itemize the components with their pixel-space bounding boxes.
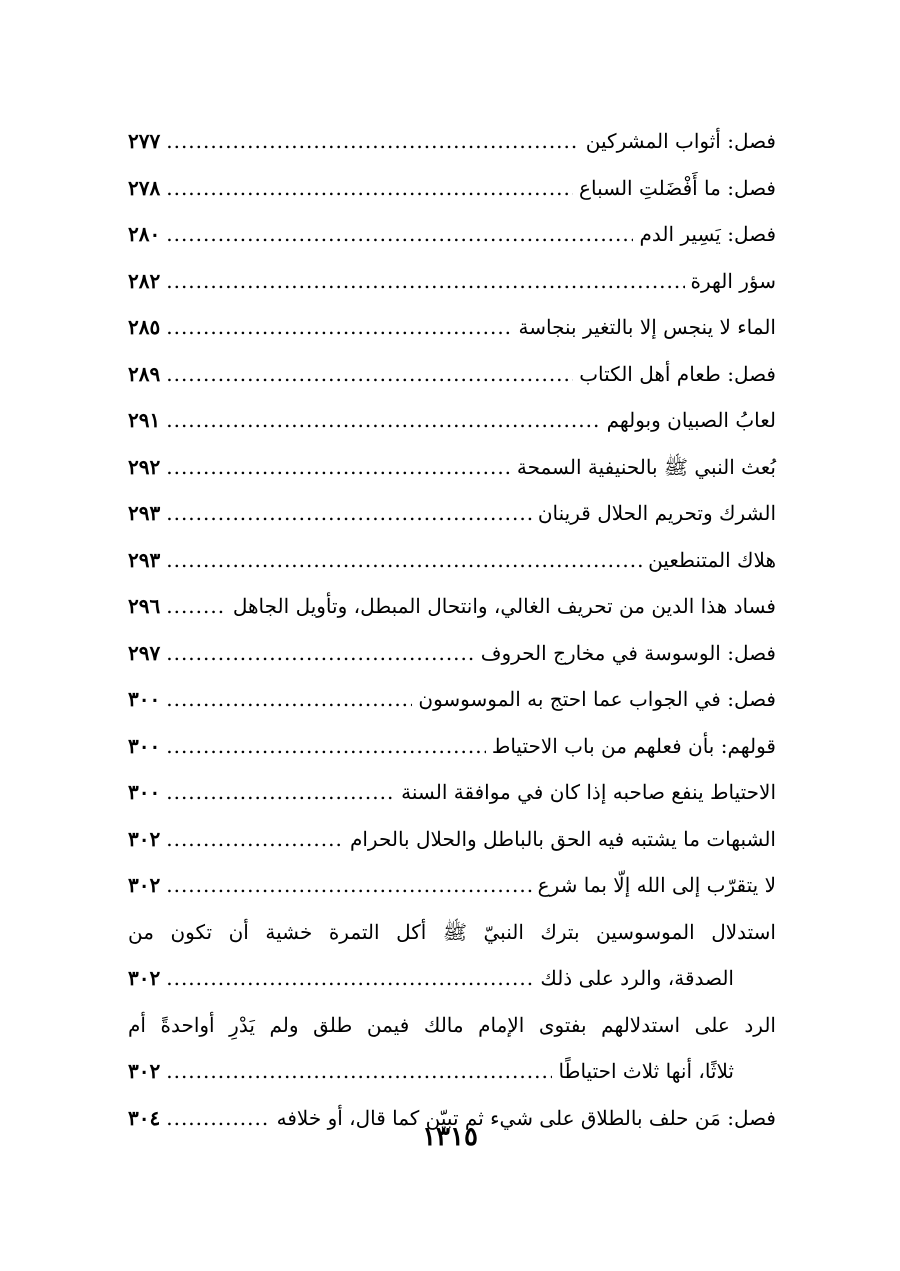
toc-entry-title: لا يتقرّب إلى الله إلّا بما شرع	[537, 873, 776, 897]
toc-entry-page: ٢٨٥	[128, 315, 161, 339]
dot-leader	[166, 676, 412, 723]
dot-leader	[166, 258, 684, 305]
toc-entry-page: ٢٧٨	[128, 175, 161, 200]
toc-entry-title: فصل: الوسوسة في مخارج الحروف	[480, 640, 776, 665]
dot-leader	[166, 1048, 552, 1095]
toc-entry-page: ٢٧٧	[128, 129, 161, 153]
toc-entry	[128, 444, 776, 491]
toc-entry-page: ٢٩٦	[128, 594, 161, 618]
toc-entry	[128, 165, 776, 212]
toc-entry-title-line1: استدلال الموسوسين بترك النبيّ ﷺ أكل التمرة خشية أن تكون من	[128, 919, 776, 944]
toc-entry	[128, 258, 776, 305]
toc-entry-page: ٢٨٠	[128, 222, 161, 246]
toc-entry	[128, 676, 776, 723]
toc-entry-page: ٣٠٢	[128, 1059, 161, 1083]
dot-leader	[166, 444, 511, 491]
dot-leader	[166, 862, 531, 909]
toc-entry-title: فصل: مَن حلف بالطلاق على شيء ثم تبيّن كما قال، أو خلافه	[276, 1105, 776, 1130]
toc-entry-title-line2: الصدقة، والرد على ذلك	[540, 966, 734, 990]
toc-entry-title: الشرك وتحريم الحلال قرينان	[537, 501, 776, 525]
toc-entry-page: ٢٨٩	[128, 361, 161, 386]
toc-entry	[128, 816, 776, 863]
toc-entry-title: فصل: أثواب المشركين	[585, 129, 776, 153]
toc-entry-page: ٣٠٠	[128, 780, 161, 804]
toc-entry-multiline	[128, 1002, 776, 1095]
toc-entry-title: فساد هذا الدين من تحريف الغالي، وانتحال المبطل، وتأويل الجاهل	[232, 594, 776, 618]
toc-entry	[128, 490, 776, 537]
toc-entry-title-line1: الرد على استدلالهم بفتوى الإمام مالك فيمن طلق ولم يَدْرِ أواحدةً أم	[128, 1012, 776, 1037]
dot-leader	[166, 723, 486, 770]
toc-entry	[128, 630, 776, 677]
dot-leader	[166, 816, 344, 863]
toc-entry-title-line2: ثلاثًا، أنها ثلاث احتياطًا	[558, 1059, 734, 1083]
toc-entry	[128, 397, 776, 444]
toc-entry-title: الشبهات ما يشتبه فيه الحق بالباطل والحلال بالحرام	[349, 826, 776, 851]
toc-entry	[128, 583, 776, 630]
toc-entry-page: ٣٠٠	[128, 733, 161, 758]
toc-entry	[128, 304, 776, 351]
toc-entry-title: بُعث النبي ﷺ بالحنيفية السمحة	[516, 454, 776, 479]
toc-entry-page: ٣٠٤	[128, 1105, 161, 1130]
toc-entry-title: لعابُ الصبيان وبولهم	[606, 408, 776, 432]
toc-entry-title: سؤر الهرة	[690, 268, 776, 293]
toc-entry-page: ٢٨٢	[128, 268, 161, 293]
dot-leader	[166, 351, 573, 398]
page-number: ١٣١٥	[422, 1122, 478, 1152]
toc-entry	[128, 723, 776, 770]
toc-entry-title: فصل: طعام أهل الكتاب	[579, 361, 776, 386]
toc-entry-page: ٢٩٧	[128, 640, 161, 665]
toc-entry-title: هلاك المتنطعين	[648, 547, 776, 572]
toc-entry-title: قولهم: بأن فعلهم من باب الاحتياط	[491, 733, 776, 758]
toc-entry-line2	[128, 955, 776, 1002]
dot-leader	[166, 769, 395, 816]
toc-entry	[128, 537, 776, 584]
toc-entry-page: ٣٠٢	[128, 873, 161, 897]
toc-entry	[128, 769, 776, 816]
toc-entry	[128, 118, 776, 165]
toc-entry	[128, 211, 776, 258]
table-of-contents	[128, 118, 776, 1141]
toc-entry-page: ٣٠٠	[128, 687, 161, 711]
toc-entry-title: فصل: في الجواب عما احتج به الموسوسون	[418, 687, 776, 711]
dot-leader	[166, 211, 633, 258]
toc-entry-page: ٢٩٢	[128, 454, 161, 479]
toc-entry-page: ٢٩٣	[128, 501, 161, 525]
toc-entry-line2	[128, 1048, 776, 1095]
dot-leader	[166, 955, 534, 1002]
dot-leader	[166, 630, 474, 677]
dot-leader	[166, 118, 580, 165]
toc-entry-title: الماء لا ينجس إلا بالتغير بنجاسة	[518, 315, 776, 339]
toc-entry-multiline	[128, 909, 776, 1002]
toc-entry-page: ٢٩٣	[128, 547, 161, 572]
dot-leader	[166, 583, 227, 630]
toc-entry-title: الاحتياط ينفع صاحبه إذا كان في موافقة السنة	[401, 780, 776, 804]
toc-entry-title: فصل: يَسِير الدم	[639, 222, 776, 246]
dot-leader	[166, 490, 532, 537]
dot-leader	[166, 304, 512, 351]
toc-entry	[128, 351, 776, 398]
dot-leader	[166, 397, 600, 444]
dot-leader	[166, 537, 642, 584]
toc-entry	[128, 862, 776, 909]
toc-entry-title: فصل: ما أَفْضَلتِ السباع	[579, 175, 776, 200]
dot-leader	[166, 165, 573, 212]
toc-entry-page: ٣٠٢	[128, 966, 161, 990]
toc-entry-page: ٣٠٢	[128, 826, 161, 851]
toc-entry-page: ٢٩١	[128, 408, 161, 432]
